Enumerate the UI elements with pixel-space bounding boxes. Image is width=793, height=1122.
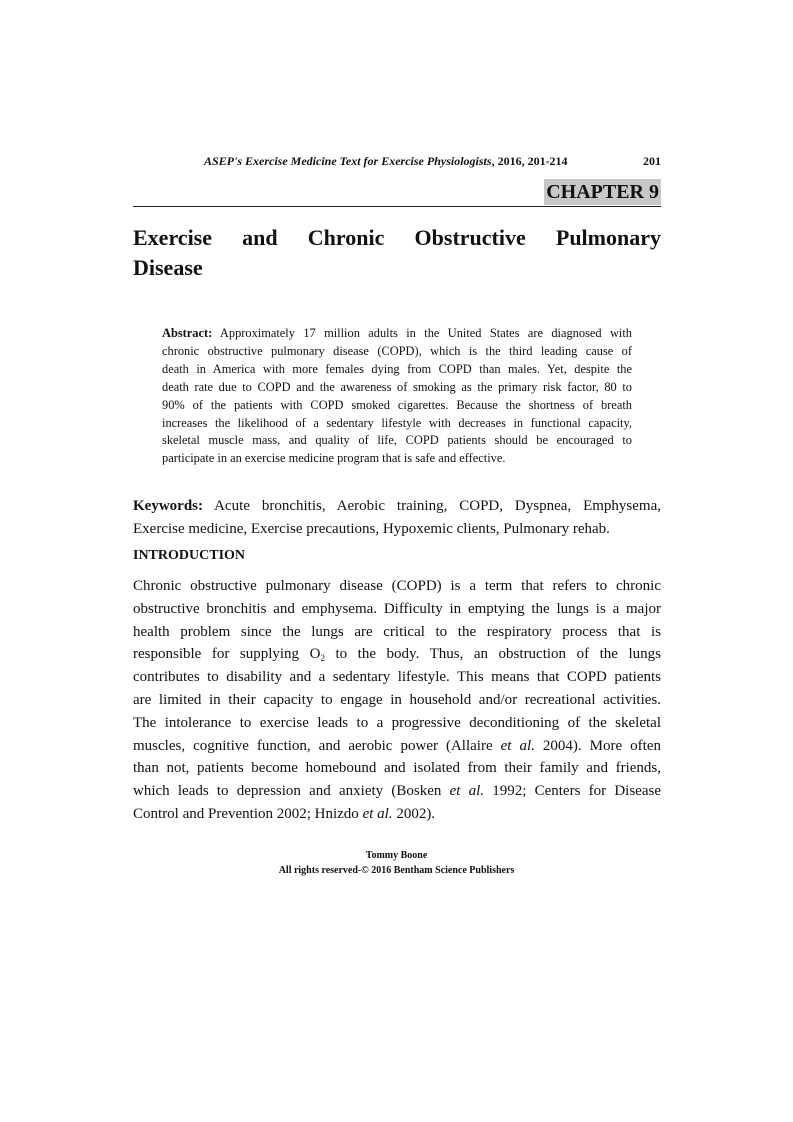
text-segment: responsible for supplying O — [133, 646, 321, 663]
body-line — [133, 803, 661, 826]
body-line — [133, 643, 661, 666]
title-line-2: Disease — [133, 255, 203, 280]
running-head-citation — [204, 154, 568, 169]
title-word: and — [242, 225, 278, 250]
abstract-line: increases the likelihood of a sedentary lifestyle with decreases in functional capacity, — [162, 415, 632, 430]
text-segment: Control and Prevention 2002; Hnizdo — [133, 805, 363, 822]
keywords — [133, 495, 661, 541]
abstract-line: 90% of the patients with COPD smoked cigarettes. Because the shortness of breath — [162, 397, 632, 412]
body-line: than not, patients become homebound and isolated from their family and friends, — [133, 760, 661, 777]
text-segment: 1992; Centers for Disease — [484, 783, 661, 800]
abstract-line — [162, 325, 632, 343]
abstract-line: death rate due to COPD and the awareness of smoking as the primary risk factor, 80 to — [162, 379, 632, 394]
header-rule — [133, 206, 661, 207]
body-line: are limited in their capacity to engage in household and/or recreational activities. — [133, 691, 661, 708]
citation-italic: et al. — [449, 783, 485, 800]
body-line: Chronic obstructive pulmonary disease (COPD) is a term that refers to chronic — [133, 578, 661, 594]
introduction-body — [133, 575, 661, 826]
text-segment: to the body. Thus, an obstruction of the lungs — [324, 646, 661, 663]
section-heading: INTRODUCTION — [133, 548, 246, 563]
chapter-label: CHAPTER 9 — [546, 181, 659, 203]
abstract — [162, 325, 632, 468]
title-word: Exercise — [133, 225, 213, 250]
keywords-line — [133, 495, 661, 518]
body-line: health problem since the lungs are critical to the respiratory process that is — [133, 623, 661, 640]
text-segment: 2004). More often — [534, 737, 661, 754]
chapter-title — [133, 223, 661, 283]
citation-italic: et al. — [362, 805, 393, 822]
running-head — [133, 154, 661, 170]
body-line: contributes to disability and a sedentary lifestyle. This means that COPD patients — [133, 669, 661, 686]
subscript: 2 — [320, 653, 325, 664]
abstract-label: Abstract: — [162, 326, 213, 340]
footer-copyright: All rights reserved-© 2016 Bentham Science Publishers — [278, 865, 515, 876]
body-line — [133, 780, 661, 803]
body-line — [133, 735, 661, 758]
body-line: The intolerance to exercise leads to a progressive deconditioning of the skeletal — [133, 714, 661, 731]
title-line-1 — [133, 223, 661, 253]
text-segment: which leads to depression and anxiety (Bosken — [133, 783, 450, 800]
footer-author: Tommy Boone — [365, 850, 428, 861]
title-word: Pulmonary — [555, 225, 661, 250]
text-segment: 2002). — [392, 805, 436, 822]
body-line: obstructive bronchitis and emphysema. Difficulty in emptying the lungs is a major — [133, 600, 661, 617]
citation-italic: et al. — [500, 737, 535, 754]
keywords-line: Exercise medicine, Exercise precautions, Hypoxemic clients, Pulmonary rehab. — [133, 521, 610, 537]
page-number: 201 — [643, 154, 661, 168]
keywords-label: Keywords: — [133, 498, 203, 514]
keywords-text: Acute bronchitis, Aerobic training, COPD, Dyspnea, Emphysema, — [203, 498, 661, 514]
book-title: ASEP's Exercise Medicine Text for Exercise Physiologists — [204, 154, 492, 168]
abstract-line: skeletal muscle mass, and quality of life, COPD patients should be encouraged to — [162, 433, 632, 448]
page-footer — [0, 848, 793, 878]
abstract-line: chronic obstructive pulmonary disease (COPD), which is the third leading cause of — [162, 343, 632, 358]
abstract-line: death in America with more females dying from COPD than males. Yet, despite the — [162, 361, 632, 376]
text-segment: muscles, cognitive function, and aerobic power (Allaire — [133, 737, 501, 754]
title-word: Chronic — [307, 225, 385, 250]
abstract-text: Approximately 17 million adults in the United States are diagnosed with — [212, 326, 632, 340]
abstract-line: participate in an exercise medicine program that is safe and effective. — [162, 451, 506, 466]
title-word: Obstructive — [414, 225, 526, 250]
citation-text: , 2016, 201-214 — [491, 154, 568, 168]
